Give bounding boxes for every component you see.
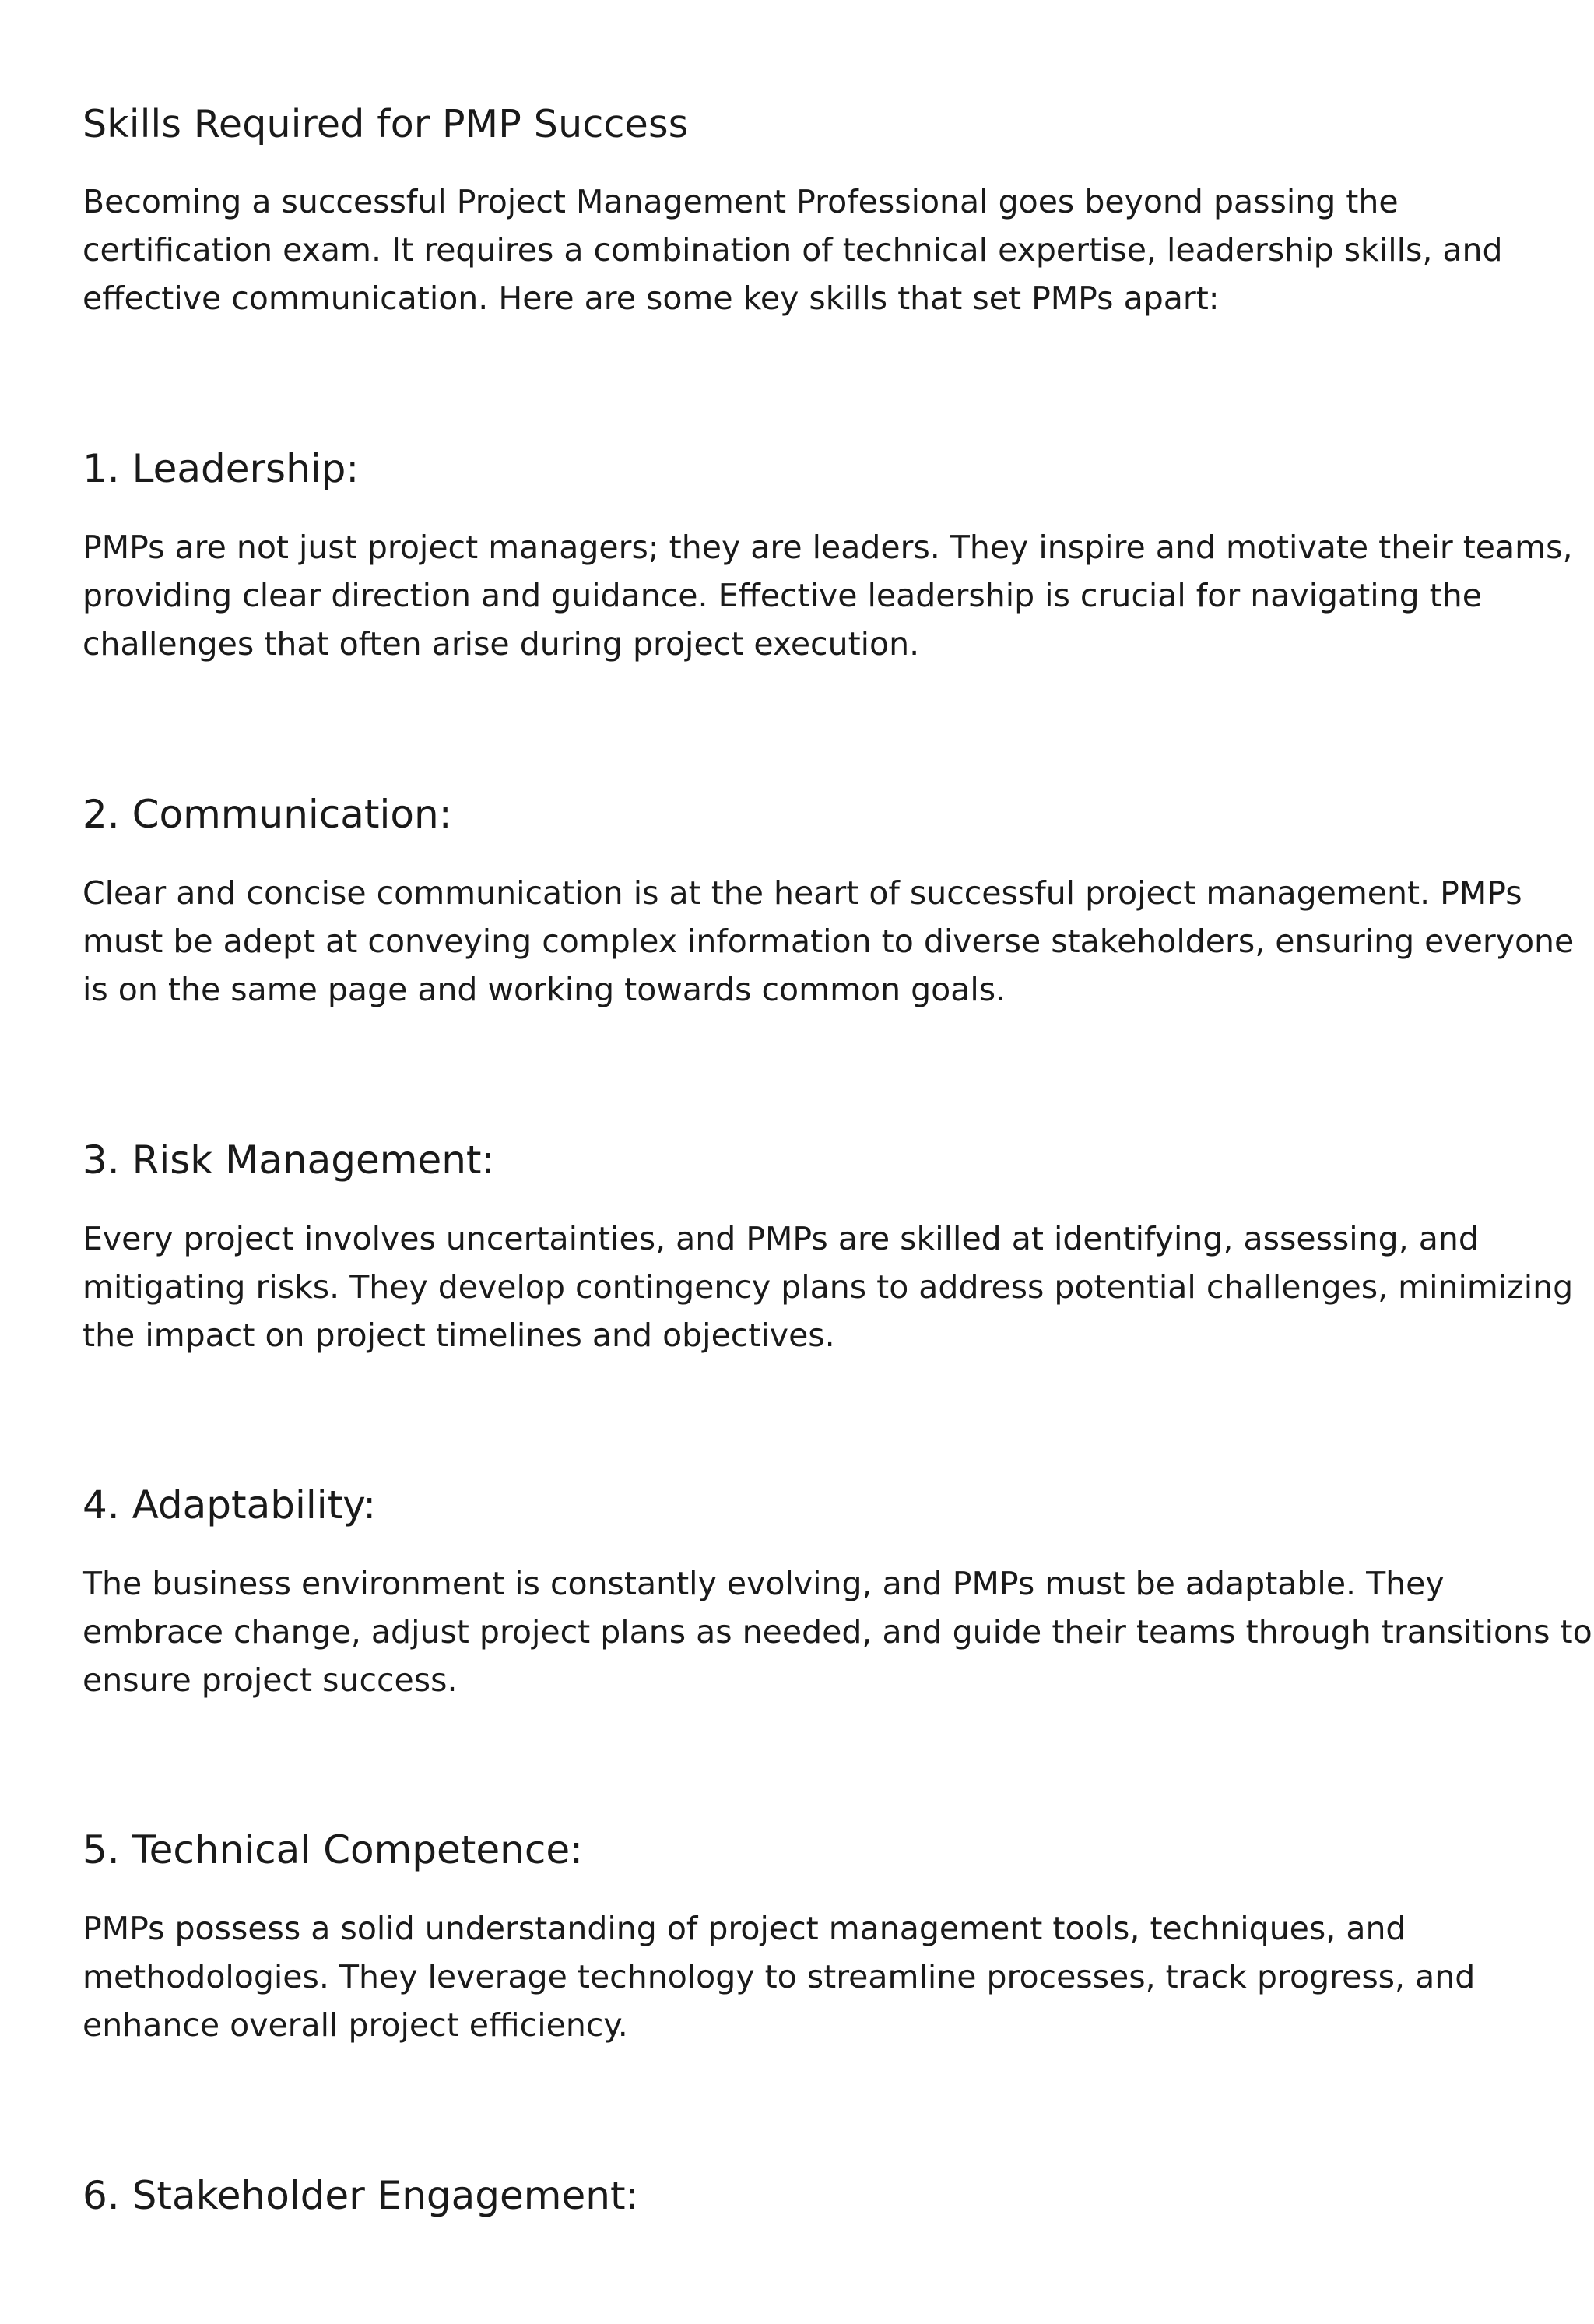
body-line: PMPs possess a solid understanding of project management tools, techniques, and <box>83 1910 1406 1947</box>
section-body-technical-competence <box>83 1904 1530 2049</box>
body-line: the impact on project timelines and objectives. <box>83 1317 835 1354</box>
body-line: must be adept at conveying complex information to diverse stakeholders, ensuring everyone <box>83 923 1575 960</box>
section-heading-stakeholder-engagement: 6. Stakeholder Engagement: <box>83 2173 639 2218</box>
section-body-risk-management <box>83 1215 1574 1359</box>
body-line: methodologies. They leverage technology to streamline processes, track progress, and <box>83 1958 1476 1995</box>
body-line: Clear and concise communication is at the heart of successful project management. PMPs <box>83 874 1522 912</box>
section-body-communication <box>83 869 1575 1014</box>
section-heading-technical-competence: 5. Technical Competence: <box>83 1827 583 1872</box>
body-line: mitigating risks. They develop contingency plans to address potential challenges, minimizing <box>83 1268 1574 1306</box>
body-line: is on the same page and working towards common goals. <box>83 971 1006 1008</box>
section-heading-communication: 2. Communication: <box>83 792 452 837</box>
body-line: providing clear direction and guidance. Effective leadership is crucial for navigating the <box>83 577 1482 614</box>
body-line: Every project involves uncertainties, and PMPs are skilled at identifying, assessing, and <box>83 1220 1479 1257</box>
section-heading-adaptability: 4. Adaptability: <box>83 1482 377 1528</box>
intro-line: certification exam. It requires a combination of technical expertise, leadership skills, and <box>83 231 1503 269</box>
body-line: enhance overall project efficiency. <box>83 2006 628 2044</box>
intro-paragraph <box>83 178 1530 322</box>
body-line: The business environment is constantly evolving, and PMPs must be adaptable. They <box>83 1565 1445 1602</box>
body-line: PMPs are not just project managers; they are leaders. They inspire and motivate their teams, <box>83 529 1573 566</box>
document-title: Skills Required for PMP Success <box>83 102 689 146</box>
body-line: challenges that often arise during project execution. <box>83 625 920 663</box>
intro-line: effective communication. Here are some key skills that set PMPs apart: <box>83 280 1220 317</box>
section-heading-risk-management: 3. Risk Management: <box>83 1137 495 1183</box>
body-line: ensure project success. <box>83 1661 458 1699</box>
section-body-adaptability <box>83 1559 1592 1704</box>
intro-line: Becoming a successful Project Management Professional goes beyond passing the <box>83 183 1399 220</box>
body-line: embrace change, adjust project plans as needed, and guide their teams through transitions to <box>83 1613 1592 1651</box>
section-body-leadership <box>83 523 1573 668</box>
section-heading-leadership: 1. Leadership: <box>83 446 360 491</box>
